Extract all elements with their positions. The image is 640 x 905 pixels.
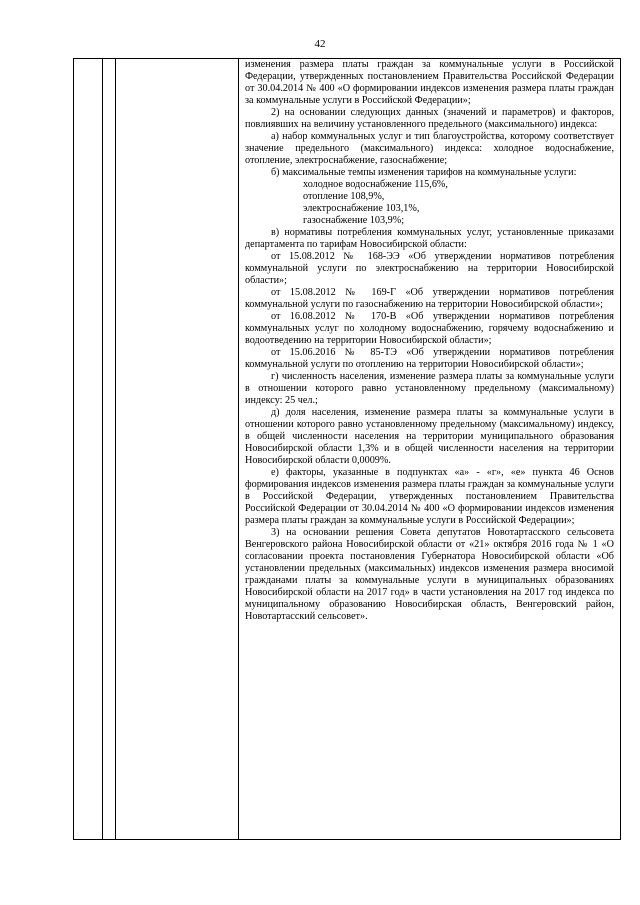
list-item: отопление 108,9%,: [303, 191, 385, 202]
empty-cell-3: [116, 59, 239, 840]
paragraph: от 16.08.2012 № 170-В «Об утверждении нормативов потребления коммунальных услуг по холодному водоснабжению, горячему водоснабжению и водоотведению на территории Новосибирской области»;: [245, 311, 614, 346]
paragraph: г) численность населения, изменение размера платы за коммунальные услуги в отношении которого равно установленному предельному (максимальному) индексу: 25 чел.;: [245, 371, 614, 406]
list-item: электроснабжение 103,1%,: [303, 203, 420, 214]
page-number: 42: [314, 38, 326, 50]
list-item: холодное водоснабжение 115,6%,: [303, 179, 448, 190]
paragraph: б) максимальные темпы изменения тарифов на коммунальные услуги:: [271, 167, 577, 178]
text-cell: [239, 59, 621, 840]
paragraph: от 15.08.2012 № 169-Г «Об утверждении нормативов потребления коммунальной услуги по газоснабжению на территории Новосибирской области»;: [245, 287, 614, 310]
paragraph: изменения размера платы граждан за коммунальные услуги в Российской Федерации, утвержденных постановлением Правительства Российской Федерации от 30.04.2014 № 400 «О формировании индексов изменения размера платы граждан за коммунальные услуги в Российской Федерации»;: [245, 59, 614, 106]
list-item: газоснабжение 103,9%;: [303, 215, 405, 226]
paragraph: от 15.08.2012 № 168-ЭЭ «Об утверждении нормативов потребления коммунальной услуги по электроснабжению на территории Новосибирской области»;: [245, 251, 614, 286]
paragraph: а) набор коммунальных услуг и тип благоустройства, которому соответствует значение предельного (максимального) индекса: холодное водоснабжение, отопление, электроснабжение, газоснабжение;: [245, 131, 614, 166]
paragraph: е) факторы, указанные в подпунктах «а» - «г», «е» пункта 46 Основ формирования индексов изменения размера платы граждан за коммунальные услуги в Российской Федерации, утвержденных постановлением Правительства Российской Федерации от 30.04.2014 № 400 «О формировании индексов изменения размера платы граждан за коммунальные услуги в Российской Федерации»;: [245, 467, 614, 526]
paragraph: 2) на основании следующих данных (значений и параметров) и факторов, повлиявших на величину установленного предельного (максимального) индекса:: [245, 107, 614, 130]
paragraph: 3) на основании решения Совета депутатов Новотартасского сельсовета Венгеровского района Новосибирской области от «21» октября 2016 года № 1 «О согласовании проекта постановления Губернатора Новосибирской области «Об установлении предельных (максимальных) индексов изменения размера вносимой гражданами платы за коммунальные услуги в муниципальных образованиях Новосибирской области на 2017 год» в части установления на 2017 год индекса по муниципальному образованию Новосибирская область, Венгеровский район, Новотартасский сельсовет».: [245, 527, 614, 622]
empty-cell-1: [74, 59, 103, 840]
paragraph: в) нормативы потребления коммунальных услуг, установленные приказами департамента по тарифам Новосибирской области:: [245, 227, 614, 250]
paragraph: от 15.06.2016 № 85-ТЭ «Об утверждении нормативов потребления коммунальной услуги по отоплению на территории Новосибирской области»;: [245, 347, 614, 370]
paragraph: д) доля населения, изменение размера платы за коммунальные услуги в отношении которого равно установленному предельному (максимальному) индексу, в общей численности населения на территории муниципального образования Новосибирской области 1,3% и в общей численности населения на территории Новосибирской области 0,0009%.: [245, 407, 614, 466]
document-table: [73, 58, 621, 840]
empty-cell-2: [103, 59, 116, 840]
table-row: [74, 59, 621, 840]
